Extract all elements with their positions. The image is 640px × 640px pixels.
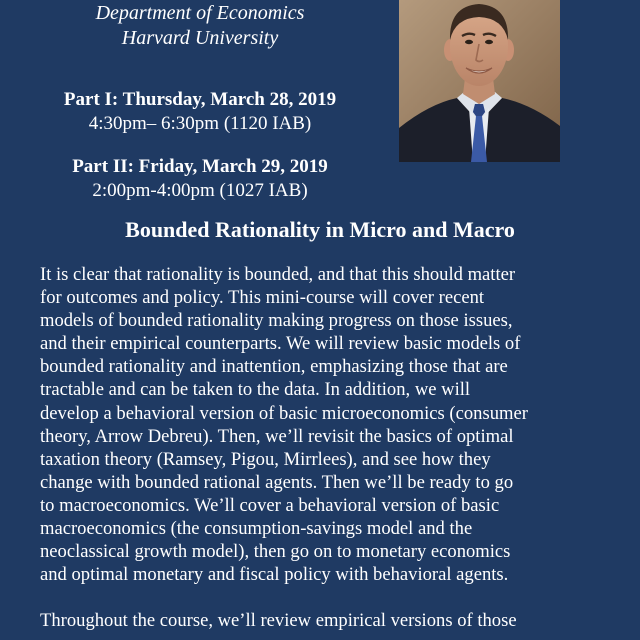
abstract-line: and optimal monetary and fiscal policy with behavioral agents. bbox=[40, 564, 509, 586]
left-eye bbox=[465, 40, 473, 44]
session-time-location: 2:00pm-4:00pm (1027 IAB) bbox=[92, 180, 308, 201]
session-date: Part I: Thursday, March 28, 2019 bbox=[63, 89, 337, 110]
course-abstract bbox=[40, 263, 625, 632]
session-time-location: 4:30pm– 6:30pm (1120 IAB) bbox=[88, 113, 312, 134]
abstract-line: tractable and can be taken to the data. In addition, we will bbox=[40, 379, 471, 401]
abstract-line: for outcomes and policy. This mini-course will cover recent bbox=[40, 287, 485, 309]
session-date: Part II: Friday, March 29, 2019 bbox=[72, 156, 328, 177]
abstract-line: It is clear that rationality is bounded, and that this should matter bbox=[40, 264, 516, 285]
department-affiliation bbox=[0, 1, 400, 51]
speaker-portrait-photo bbox=[399, 0, 560, 162]
abstract-line: neoclassical growth model), then go on to monetary economics bbox=[40, 541, 511, 563]
session-part-2 bbox=[0, 155, 400, 203]
header-block bbox=[0, 0, 400, 205]
department-name: Department of Economics bbox=[95, 2, 305, 24]
paragraph-gap bbox=[40, 586, 625, 609]
abstract-line: develop a behavioral version of basic microeconomics (consumer bbox=[40, 402, 528, 424]
right-eye bbox=[485, 40, 493, 44]
abstract-continued-line: Throughout the course, we’ll review empirical versions of those bbox=[40, 610, 517, 632]
abstract-line: models of bounded rationality making progress on those issues, bbox=[40, 310, 513, 332]
tie-knot bbox=[473, 104, 485, 116]
abstract-line: bounded rationality and inattention, emphasizing those that are bbox=[40, 356, 508, 378]
abstract-line: taxation theory (Ramsey, Pigou, Mirrlees), and see how they bbox=[40, 448, 491, 470]
abstract-line: macroeconomics (the consumption-savings model and the bbox=[40, 518, 473, 540]
abstract-line: and their empirical counterparts. We will review basic models of bbox=[40, 333, 521, 355]
university-name: Harvard University bbox=[121, 27, 279, 49]
abstract-line: change with bounded rational agents. Then we’ll be ready to go bbox=[40, 471, 514, 493]
abstract-line: to macroeconomics. We’ll cover a behavioral version of basic bbox=[40, 494, 500, 516]
session-part-1 bbox=[0, 88, 400, 136]
abstract-line: theory, Arrow Debreu). Then, we’ll revisit the basics of optimal bbox=[40, 425, 514, 447]
portrait-illustration bbox=[399, 0, 560, 162]
course-title: Bounded Rationality in Micro and Macro bbox=[125, 217, 515, 242]
